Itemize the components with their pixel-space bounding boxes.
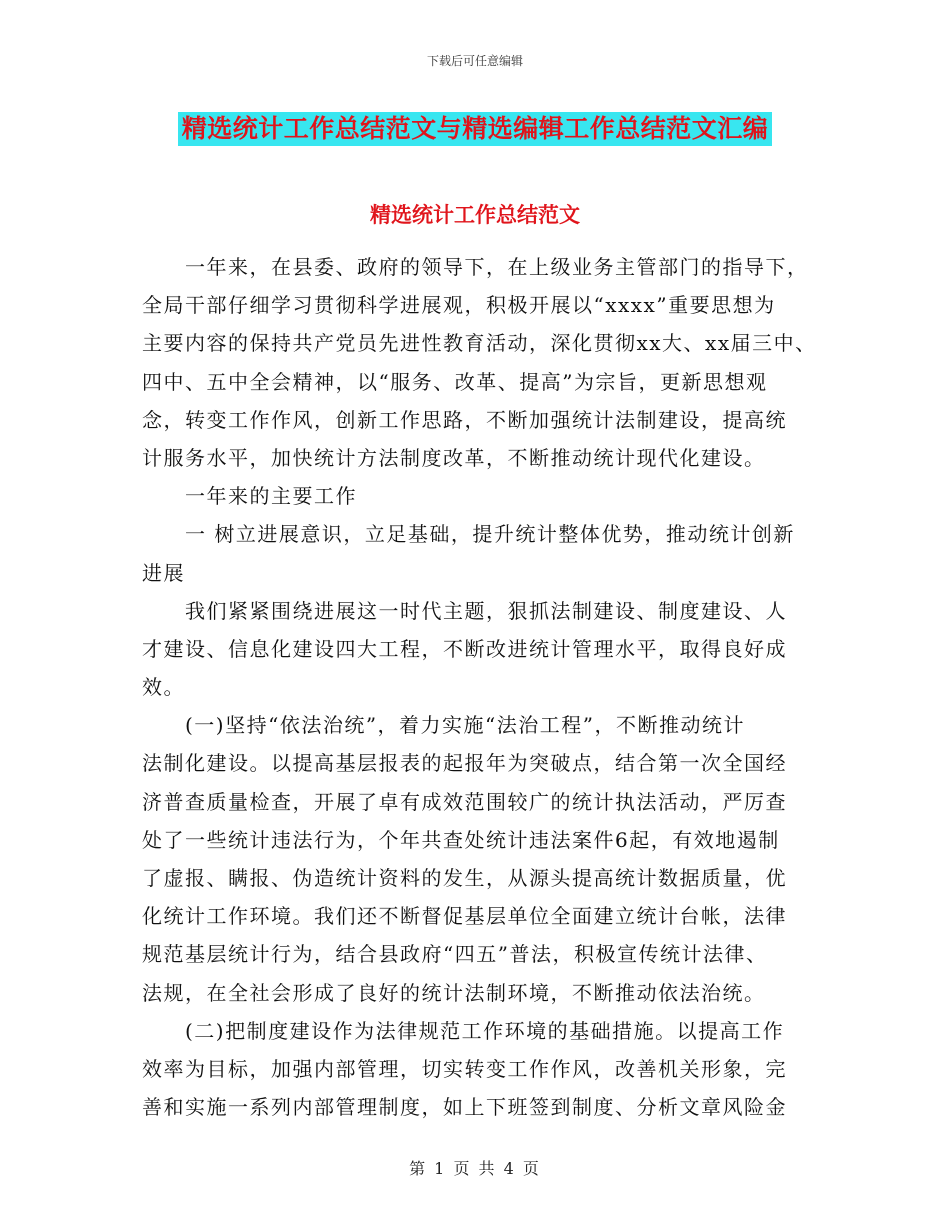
text-line: 规范基层统计行为，结合县政府“四五”普法，积极宣传统计法律、 <box>142 942 768 967</box>
text-line: 一年来，在县委、政府的领导下，在上级业务主管部门的指导下， <box>142 255 809 279</box>
page-header: 下载后可任意编辑 <box>426 54 523 68</box>
text-line: 进展 <box>142 560 185 585</box>
text-line: 济普查质量检查，开展了卓有成效范围较广的统计执法活动，严厉查 <box>142 789 787 814</box>
text-line: 主要内容的保持共产党员先进性教育活动，深化贯彻xx大、xx届三中、 <box>142 331 817 356</box>
text-line: 一年来的主要工作 <box>142 484 357 509</box>
section-title: 精选统计工作总结范文 <box>370 203 580 227</box>
text-line: 念，转变工作作风，创新工作思路，不断加强统计法制建设，提高统 <box>142 407 787 432</box>
text-line: 全局干部仔细学习贯彻科学进展观，积极开展以“xxxx”重要思想为 <box>142 293 776 318</box>
text-line: (二)把制度建设作为法律规范工作环境的基础措施。以提高工作 <box>142 1018 785 1043</box>
text-line: 才建设、信息化建设四大工程，不断改进统计管理水平，取得良好成 <box>142 636 787 661</box>
text-line: 法制化建设。以提高基层报表的起报年为突破点，结合第一次全国经 <box>142 751 787 776</box>
text-line: 了虚报、瞒报、伪造统计资料的发生，从源头提高统计数据质量，优 <box>142 866 787 890</box>
main-title-container <box>0 112 950 146</box>
text-line: 四中、五中全会精神，以“服务、改革、提高”为宗旨，更新思想观 <box>142 369 768 394</box>
text-line: 效。 <box>142 675 185 700</box>
text-line: (一)坚持“依法治统”，着力实施“法治工程”，不断推动统计 <box>142 713 746 738</box>
text-line: 法规，在全社会形成了良好的统计法制环境，不断推动依法治统。 <box>142 980 766 1005</box>
text-line: 我们紧紧围绕进展这一时代主题，狠抓法制建设、制度建设、人 <box>142 598 787 623</box>
main-title: 精选统计工作总结范文与精选编辑工作总结范文汇编 <box>178 112 773 146</box>
text-line: 处了一些统计违法行为，个年共查处统计违法案件6起，有效地遏制 <box>142 827 780 852</box>
text-line: 化统计工作环境。我们还不断督促基层单位全面建立统计台帐，法律 <box>142 904 787 929</box>
text-line: 一 树立进展意识，立足基础，提升统计整体优势，推动统计创新 <box>142 522 795 547</box>
text-line: 效率为目标，加强内部管理，切实转变工作作风，改善机关形象，完 <box>142 1056 787 1081</box>
body-text <box>142 248 822 1126</box>
text-line: 计服务水平，加快统计方法制度改革，不断推动统计现代化建设。 <box>142 445 766 470</box>
page-number: 第 1 页 共 4 页 <box>409 1159 541 1178</box>
text-line: 善和实施一系列内部管理制度，如上下班签到制度、分析文章风险金 <box>142 1095 787 1120</box>
